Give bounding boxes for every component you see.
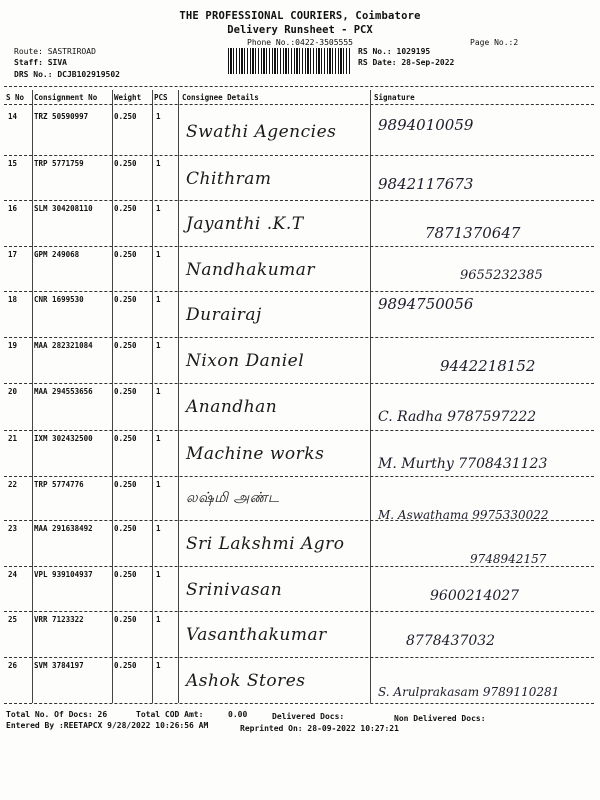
row-divider [4, 520, 594, 521]
row-divider [4, 657, 594, 658]
row-signature: C. Radha 9787597222 [378, 409, 537, 425]
row-pcs: 1 [156, 387, 161, 396]
phone-number: Phone No.:0422-3505555 [247, 38, 353, 47]
row-sno: 17 [8, 250, 18, 259]
row-pcs: 1 [156, 295, 161, 304]
row-sno: 16 [8, 204, 18, 213]
row-signature: M. Murthy 7708431123 [378, 456, 548, 472]
row-divider [4, 566, 594, 567]
row-weight: 0.250 [114, 434, 137, 443]
row-consignee: Sri Lakshmi Agro [186, 534, 345, 554]
reprinted-on: Reprinted On: 28-09-2022 10:27:21 [240, 724, 399, 733]
row-divider [4, 246, 594, 247]
col-consignment: Consignment No [34, 93, 98, 102]
row-divider [4, 155, 594, 156]
row-consignee: Machine works [186, 444, 325, 464]
row-pcs: 1 [156, 524, 161, 533]
staff-label: Staff: SIVA [14, 58, 67, 67]
row-signature: 9600214027 [430, 588, 520, 604]
row-sno: 25 [8, 615, 18, 624]
header-divider [4, 86, 594, 87]
row-divider [4, 476, 594, 477]
row-signature: 9894750056 [378, 295, 474, 313]
row-consignee: Anandhan [186, 397, 278, 417]
row-consignment-no: VRR 7123322 [34, 615, 84, 624]
row-pcs: 1 [156, 434, 161, 443]
row-pcs: 1 [156, 341, 161, 350]
row-consignment-no: MAA 291638492 [34, 524, 93, 533]
row-weight: 0.250 [114, 112, 137, 121]
non-delivered-docs: Non Delivered Docs: [394, 714, 486, 723]
row-weight: 0.250 [114, 480, 137, 489]
col-pcs: PCS [154, 93, 168, 102]
row-pcs: 1 [156, 480, 161, 489]
row-weight: 0.250 [114, 387, 137, 396]
row-sno: 14 [8, 112, 18, 121]
row-signature: 8778437032 [406, 633, 496, 649]
row-sno: 21 [8, 434, 18, 443]
row-pcs: 1 [156, 204, 161, 213]
row-consignee: Nixon Daniel [186, 351, 305, 371]
row-consignee: Srinivasan [186, 580, 283, 600]
row-consignee: Chithram [186, 169, 272, 189]
page-number: Page No.:2 [470, 38, 519, 47]
row-signature: 9748942157 [470, 552, 547, 566]
row-weight: 0.250 [114, 295, 137, 304]
row-weight: 0.250 [114, 615, 137, 624]
row-consignment-no: MAA 282321084 [34, 341, 93, 350]
route-label: Route: SASTRIROAD [14, 47, 96, 56]
row-sno: 24 [8, 570, 18, 579]
row-signature: S. Arulprakasam 9789110281 [378, 685, 560, 699]
row-weight: 0.250 [114, 204, 137, 213]
row-weight: 0.250 [114, 341, 137, 350]
row-sno: 22 [8, 480, 18, 489]
col-signature: Signature [374, 93, 415, 102]
row-consignee: Swathi Agencies [186, 122, 337, 142]
row-pcs: 1 [156, 159, 161, 168]
rs-date: RS Date: 28-Sep-2022 [358, 58, 455, 67]
row-divider [4, 383, 594, 384]
table-bottom-divider [4, 703, 594, 704]
row-signature: 9655232385 [460, 268, 543, 283]
row-divider [4, 611, 594, 612]
rs-number: RS No.: 1029195 [358, 47, 431, 56]
row-sno: 15 [8, 159, 18, 168]
barcode [228, 48, 350, 74]
row-divider [4, 291, 594, 292]
row-consignment-no: GPM 249068 [34, 250, 80, 259]
row-consignment-no: MAA 294553656 [34, 387, 93, 396]
row-weight: 0.250 [114, 661, 137, 670]
row-consignee: Vasanthakumar [186, 625, 327, 645]
row-sno: 23 [8, 524, 18, 533]
delivered-docs: Delivered Docs: [272, 712, 345, 721]
row-consignee: Nandhakumar [186, 260, 316, 280]
row-divider [4, 337, 594, 338]
row-pcs: 1 [156, 615, 161, 624]
row-signature: 7871370647 [425, 224, 521, 242]
col-sno: S No [6, 93, 25, 102]
row-signature: 9894010059 [378, 116, 474, 134]
row-pcs: 1 [156, 112, 161, 121]
row-consignment-no: TRZ 50590997 [34, 112, 89, 121]
row-weight: 0.250 [114, 524, 137, 533]
row-consignment-no: CNR 1699530 [34, 295, 84, 304]
row-weight: 0.250 [114, 159, 137, 168]
row-consignment-no: SLM 304208110 [34, 204, 93, 213]
row-consignee: Ashok Stores [186, 671, 306, 691]
row-pcs: 1 [156, 570, 161, 579]
row-pcs: 1 [156, 250, 161, 259]
row-consignment-no: IXM 302432500 [34, 434, 93, 443]
row-consignment-no: TRP 5774776 [34, 480, 84, 489]
row-consignee: Durairaj [186, 305, 262, 325]
row-signature: M. Aswathama 9975330022 [378, 508, 549, 522]
row-consignment-no: VPL 939104937 [34, 570, 93, 579]
col-consignee: Consignee Details [182, 93, 259, 102]
row-sno: 19 [8, 341, 18, 350]
runsheet-subtitle: Delivery Runsheet - PCX [227, 24, 373, 36]
entered-by: Entered By :REETAPCX 9/28/2022 10:26:56 AM [6, 721, 209, 730]
row-weight: 0.250 [114, 570, 137, 579]
row-sno: 20 [8, 387, 18, 396]
row-sno: 26 [8, 661, 18, 670]
row-signature: 9442218152 [440, 357, 536, 375]
company-title: THE PROFESSIONAL COURIERS, Coimbatore [179, 10, 421, 22]
row-signature: 9842117673 [378, 175, 474, 193]
col-weight: Weight [114, 93, 142, 102]
row-consignee: Jayanthi .K.T [186, 214, 304, 234]
row-sno: 18 [8, 295, 18, 304]
row-divider [4, 200, 594, 201]
row-consignee: லஷ்மி அண்ட [186, 490, 280, 506]
row-divider [4, 430, 594, 431]
total-docs: Total No. Of Docs: 26 [6, 710, 108, 719]
row-weight: 0.250 [114, 250, 137, 259]
column-header-divider [4, 104, 594, 105]
total-cod-label: Total COD Amt: [136, 710, 204, 719]
row-consignment-no: SVM 3784197 [34, 661, 84, 670]
row-pcs: 1 [156, 661, 161, 670]
total-cod-value: 0.00 [228, 710, 248, 719]
row-consignment-no: TRP 5771759 [34, 159, 84, 168]
drs-number: DRS No.: DCJB102919502 [14, 70, 120, 79]
